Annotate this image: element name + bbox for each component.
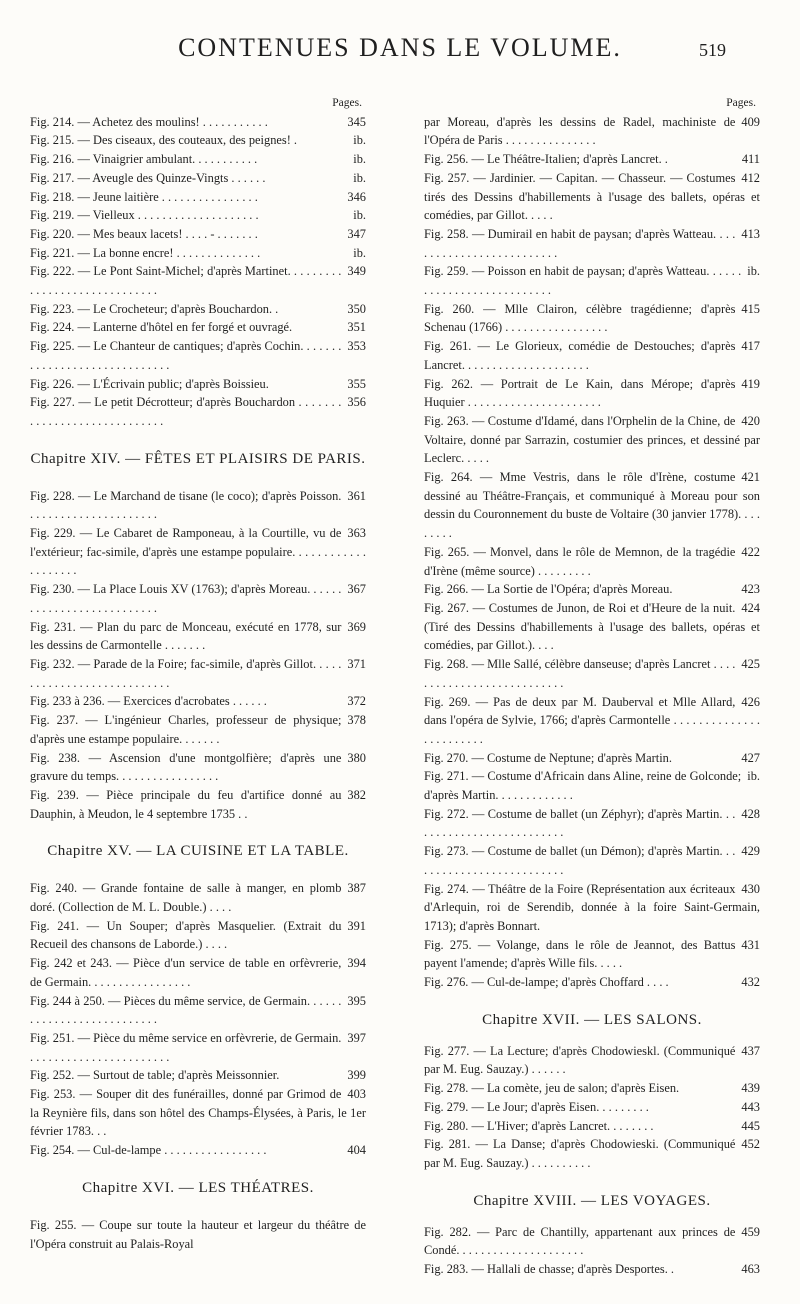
entry-page: ib. [353,208,366,223]
entry-page: 391 [347,918,366,933]
right-column [424,94,760,1279]
entry-text: Fig. 276. — Cul-de-lampe; d'après Choffard . . . . [424,975,669,990]
toc-entry [30,580,366,617]
entry-page: ib. [353,152,366,167]
toc-entry [30,375,366,394]
entry-text: Fig. 268. — Mlle Sallé, célèbre danseuse; d'après Lancret . . . . . . . . . . . . . . . . . . . . . . . . . . . [424,657,736,690]
entry-page: 415 [741,301,760,316]
toc-entry [30,225,366,244]
chapter-heading: Chapitre XVI. — LES THÉATRES. [82,1179,314,1196]
entry-page: ib. [747,769,760,784]
entry-text: Fig. 240. — Grande fontaine de salle à manger, en plomb doré. (Collection de M. L. Double.) . . . . [30,881,342,915]
entry-page: 367 [347,582,366,597]
entry-text: Fig. 261. — Le Glorieux, comédie de Destouches; d'après Lancret. . . . . . . . . . . . . . . . . . . . . [424,339,736,372]
entry-text: Fig. 217. — Aveugle des Quinze-Vingts . . . . . . [30,170,266,185]
entry-page: 403 [347,1087,366,1102]
entry-text: Fig. 232. — Parade de la Foire; fac-simile, d'après Gillot. . . . . . . . . . . . . . . . . . . . . . . . . . . . [30,656,342,690]
chapter-heading: Chapitre XV. — LA CUISINE ET LA TABLE. [47,843,349,860]
toc-entry [424,1042,760,1079]
entry-text: Fig. 278. — La comète, jeu de salon; d'après Eisen. [424,1081,680,1096]
entry-list [30,1216,366,1253]
toc-entry [424,767,760,804]
entry-text: Fig. 274. — Théâtre de la Foire (Représentation aux écriteaux d'Arlequin, roi de Serendib, donnée à la foire Saint-Germain, 1713); d'après Bonnart. [424,881,760,933]
entry-text: par Moreau, d'après les dessins de Radel, machiniste de l'Opéra de Paris . . . . . . . . . . . . . . . [424,114,736,148]
entry-page: 430 [741,881,760,896]
entry-text: Fig. 258. — Dumirail en habit de paysan; d'après Watteau. . . . . . . . . . . . . . . . . . . . . . . . . . [424,226,736,260]
toc-entry [30,188,366,207]
entry-page: 419 [741,376,760,391]
toc-entry [424,375,760,412]
entry-page: 346 [347,189,366,204]
entry-text: Fig. 269. — Pas de deux par M. Dauberval et Mlle Allard, dans l'opéra de Sylvie, 1766; d'après Carmontelle . . . . . . . . . . . . . . . . . . . . . . . . [424,694,760,746]
toc-entry [30,954,366,991]
entry-text: Fig. 221. — La bonne encre! . . . . . . . . . . . . . . [30,245,261,260]
toc-entry [30,244,366,263]
toc-entry [30,992,366,1029]
entry-page: 459 [741,1224,760,1239]
left-column [30,94,366,1253]
entry-page: 443 [741,1099,760,1114]
entry-text: Fig. 257. — Jardinier. — Capitan. — Chasseur. — Costumes tirés des Dessins d'habillements à l'usage des ballets, opéras et comédies, par Gillot. . . . . [424,170,760,223]
entry-page: 463 [741,1262,760,1277]
entry-text: Fig. 264. — Mme Vestris, dans le rôle d'Irène, costume dessiné au Théâtre-Français, et communiqué à Moreau pour son dessin du Couronnement du buste de Voltaire (30 janvier 1778). . . . . . . . . [424,470,760,541]
toc-entry [424,1117,760,1136]
entry-text: Fig. 244 à 250. — Pièces du même service, de Germain. . . . . . . . . . . . . . . . . . . . . . . . . . . [30,993,342,1027]
entry-text: Fig. 228. — Le Marchand de tisane (le coco); d'après Poisson. . . . . . . . . . . . . . . . . . . . . . [30,488,342,522]
entry-page: 356 [347,395,366,410]
entry-page: 429 [741,844,760,859]
entry-page: 378 [347,713,366,728]
toc-entry [424,169,760,225]
entry-page: ib. [353,170,366,185]
toc-entry [424,1079,760,1098]
toc-entry [30,393,366,430]
entry-text: Fig. 223. — Le Crocheteur; d'après Bouchardon. . [30,301,279,316]
toc-entry [424,1098,760,1117]
entry-text: Fig. 233 à 236. — Exercices d'acrobates . . . . . . [30,694,267,709]
entry-text: Fig. 218. — Jeune laitière . . . . . . . . . . . . . . . . [30,189,258,204]
entry-text: Fig. 225. — Le Chanteur de cantiques; d'après Cochin. . . . . . . . . . . . . . . . . . . . . . . . . . . . . . [30,339,342,372]
entry-page: 369 [347,619,366,634]
entry-page: 351 [347,320,366,335]
toc-entry [424,412,760,468]
entry-page: 355 [347,376,366,391]
toc-entry [424,880,760,936]
entry-page: 422 [741,544,760,559]
toc-entry [424,749,760,768]
entry-text: Fig. 230. — La Place Louis XV (1763); d'après Moreau. . . . . . . . . . . . . . . . . . . . . . . . . . . [30,582,342,615]
entry-page: ib. [353,133,366,148]
entry-page: 350 [347,301,366,316]
toc-entry [30,131,366,150]
entry-page: 397 [347,1030,366,1045]
entry-text: Fig. 271. — Costume d'Africain dans Aline, reine de Golconde; d'après Martin. . . . . . . . . . . . . [424,769,742,803]
entry-text: Fig. 214. — Achetez des moulins! . . . . . . . . . . . [30,114,268,129]
entry-page: 421 [741,470,760,485]
toc-entry [424,842,760,879]
toc-entry [30,917,366,954]
entry-page: 445 [741,1118,760,1133]
entry-page: 349 [347,264,366,279]
entry-page: 412 [741,170,760,185]
entry-page: 395 [347,993,366,1008]
entry-page: ib. [747,264,760,279]
toc-entry [30,786,366,823]
entry-text: Fig. 251. — Pièce du même service en orfèvrerie, de Germain. . . . . . . . . . . . . . . . . . . . . . . . [30,1030,342,1064]
entry-list [424,1042,760,1173]
entry-text: Fig. 219. — Vielleux . . . . . . . . . . . . . . . . . . . . [30,208,259,223]
toc-entry [30,300,366,319]
toc-entry [424,262,760,299]
toc-entry [30,1085,366,1141]
entry-page: 427 [741,750,760,765]
entry-text: Fig. 226. — L'Écrivain public; d'après Boissieu. [30,376,269,391]
entry-page: 437 [741,1043,760,1058]
pages-label: Pages. [726,97,756,109]
entry-page: 387 [347,881,366,896]
toc-entry [30,487,366,524]
entry-text: Fig. 239. — Pièce principale du feu d'artifice donné au Dauphin, à Meudon, le 4 septembre 1735 . . [30,787,342,821]
entry-text: Fig. 279. — Le Jour; d'après Eisen. . . . . . . . . [424,1099,649,1114]
entry-page: 411 [741,152,760,167]
entry-text: Fig. 281. — La Danse; d'après Chodowieski. (Communiqué par M. Eug. Sauzay.) . . . . . . . . . . [424,1137,736,1170]
toc-entry [424,113,760,150]
entry-text: Fig. 241. — Un Souper; d'après Masquelier. (Extrait du Recueil des chansons de Laborde.) . . . . [30,918,342,952]
toc-entry [30,711,366,748]
entry-text: Fig. 256. — Le Théâtre-Italien; d'après Lancret. . [424,152,668,167]
entry-text: Fig. 222. — Le Pont Saint-Michel; d'après Martinet. . . . . . . . . . . . . . . . . . . . . . . . . . . . . . [30,264,342,298]
entry-text: Fig. 242 et 243. — Pièce d'un service de table en orfèvrerie, de Germain. . . . . . . . . . . . . . . . . [30,956,342,989]
toc-entry [30,879,366,916]
entry-page: 417 [741,339,760,354]
running-title: CONTENUES DANS LE VOLUME. [178,33,622,62]
toc-entry [30,1066,366,1085]
entry-text: Fig. 265. — Monvel, dans le rôle de Memnon, de la tragédie d'Irène (même source) . . . . . . . . . [424,544,736,578]
entry-text: Fig. 229. — Le Cabaret de Ramponeau, à la Courtille, vu de l'extérieur; fac-simile, d'après une estampe populaire. . . . . . . . . . . . . . . . . . . . [30,526,366,578]
toc-entry [424,655,760,692]
toc-entry [424,693,760,749]
toc-entry [30,692,366,711]
entry-text: Fig. 253. — Souper dit des funérailles, donné par Grimod de la Reynière fils, dans son hôtel des Champs-Élysées, à Paris, le 1er février 1783. . . [30,1087,366,1139]
entry-text: Fig. 252. — Surtout de table; d'après Meissonnier. [30,1068,280,1083]
entry-list [30,487,366,824]
entry-text: Fig. 216. — Vinaigrier ambulant. . . . . . . . . . . [30,152,258,167]
toc-entry [30,262,366,299]
entry-text: Fig. 262. — Portrait de Le Kain, dans Mérope; d'après Huquier . . . . . . . . . . . . . . . . . . . . . . [424,376,736,410]
chapter-heading: Chapitre XVIII. — LES VOYAGES. [473,1192,711,1209]
entry-page: 439 [741,1081,760,1096]
chapter-heading: Chapitre XIV. — FÊTES ET PLAISIRS DE PARIS. [30,450,366,467]
entry-page: 404 [347,1143,366,1158]
entry-list [30,879,366,1160]
toc-entry [424,225,760,262]
toc-entry [30,524,366,580]
entry-text: Fig. 260. — Mlle Clairon, célèbre tragédienne; d'après Schenau (1766) . . . . . . . . . . . . . . . . . [424,301,736,335]
toc-entry [424,543,760,580]
toc-entry [30,749,366,786]
toc-entry [424,805,760,842]
chapter-heading: Chapitre XVII. — LES SALONS. [482,1011,702,1028]
entry-text: Fig. 282. — Parc de Chantilly, appartenant aux princes de Condé. . . . . . . . . . . . . . . . . . . . . [424,1224,736,1258]
entry-list [424,1223,760,1279]
entry-page: ib. [353,245,366,260]
entry-page: 424 [741,600,760,615]
entry-text: Fig. 277. — La Lecture; d'après Chodowieskl. (Communiqué par M. Eug. Sauzay.) . . . . . . [424,1043,736,1077]
entry-text: Fig. 270. — Costume de Neptune; d'après Martin. [424,750,672,765]
entry-text: Fig. 280. — L'Hiver; d'après Lancret. . . . . . . . [424,1118,654,1133]
entry-page: 426 [741,694,760,709]
page-header [0,28,800,68]
entry-text: Fig. 224. — Lanterne d'hôtel en fer forgé et ouvragé. [30,320,293,335]
entry-text: Fig. 272. — Costume de ballet (un Zéphyr); d'après Martin. . . . . . . . . . . . . . . . . . . . . . . . . . [424,806,736,840]
toc-entry [30,113,366,132]
entry-text: Fig. 254. — Cul-de-lampe . . . . . . . . . . . . . . . . . [30,1143,267,1158]
toc-entry [424,580,760,599]
toc-entry [30,206,366,225]
entry-text: Fig. 283. — Hallali de chasse; d'après Desportes. . [424,1262,674,1277]
entry-page: 452 [741,1137,760,1152]
entry-page: 361 [347,488,366,503]
entry-text: Fig. 266. — La Sortie de l'Opéra; d'après Moreau. [424,582,673,597]
entry-page: 423 [741,582,760,597]
entry-page: 394 [347,956,366,971]
toc-entry [30,318,366,337]
entry-list [424,113,760,992]
entry-text: Fig. 259. — Poisson en habit de paysan; d'après Watteau. . . . . . . . . . . . . . . . . . . . . . . . . . . [424,264,742,298]
entry-list [30,113,366,431]
toc-entry [424,150,760,169]
entry-page: 372 [347,694,366,709]
entry-text: Fig. 263. — Costume d'Idamé, dans l'Orphelin de la Chine, de Voltaire, donné par Sarrazin, costumier des princes, et dessiné par Leclerc. . . . . [424,413,760,466]
entry-text: Fig. 220. — Mes beaux lacets! . . . . - . . . . . . . [30,226,258,241]
entry-page: 432 [741,975,760,990]
entry-text: Fig. 227. — Le petit Décrotteur; d'après Bouchardon . . . . . . . . . . . . . . . . . . . . . . . . . . . . . [30,395,342,428]
toc-entry [30,618,366,655]
toc-entry [424,973,760,992]
entry-page: 409 [741,114,760,129]
entry-page: 353 [347,339,366,354]
entry-text: Fig. 237. — L'ingénieur Charles, professeur de physique; d'après une estampe populaire. . . . . . . [30,713,342,746]
toc-entry [424,599,760,655]
entry-page: 380 [347,750,366,765]
toc-entry [424,468,760,543]
entry-text: Fig. 267. — Costumes de Junon, de Roi et d'Heure de la nuit. (Tiré des Dessins d'habillements à l'usage des ballets, opéras et comédies, par Gillot.). . . . [424,600,760,653]
page-number: 519 [699,40,726,60]
pages-label: Pages. [332,97,362,109]
entry-page: 363 [347,526,366,541]
toc-entry [30,1216,366,1253]
toc-entry [30,1141,366,1160]
entry-text: Fig. 275. — Volange, dans le rôle de Jeannot, des Battus payent l'amende; d'après Wille fils. . . . . [424,937,736,971]
toc-entry [424,936,760,973]
entry-text: Fig. 273. — Costume de ballet (un Démon); d'après Martin. . . . . . . . . . . . . . . . . . . . . . . . . . [424,844,736,877]
entry-page: 420 [741,413,760,428]
toc-entry [30,655,366,692]
entry-text: Fig. 215. — Des ciseaux, des couteaux, des peignes! . [30,133,298,148]
entry-text: Fig. 255. — Coupe sur toute la hauteur et largeur du théâtre de l'Opéra construit au Palais-Royal [30,1217,366,1251]
entry-page: 399 [347,1068,366,1083]
entry-text: Fig. 231. — Plan du parc de Monceau, exécuté en 1778, sur les dessins de Carmontelle . . . . . . . [30,619,342,653]
entry-page: 347 [347,226,366,241]
toc-entry [424,337,760,374]
entry-text: Fig. 238. — Ascension d'une montgolfière; d'après une gravure du temps. . . . . . . . . . . . . . . . . [30,750,342,784]
toc-entry [30,1029,366,1066]
entry-page: 382 [347,787,366,802]
toc-entry [424,1223,760,1260]
toc-entry [30,169,366,188]
entry-page: 371 [347,656,366,671]
entry-page: 413 [741,226,760,241]
toc-entry [424,300,760,337]
entry-page: 425 [741,657,760,672]
entry-page: 345 [347,114,366,129]
toc-entry [424,1260,760,1279]
entry-page: 431 [741,937,760,952]
entry-page: 428 [741,806,760,821]
toc-entry [30,150,366,169]
toc-entry [30,337,366,374]
toc-entry [424,1135,760,1172]
